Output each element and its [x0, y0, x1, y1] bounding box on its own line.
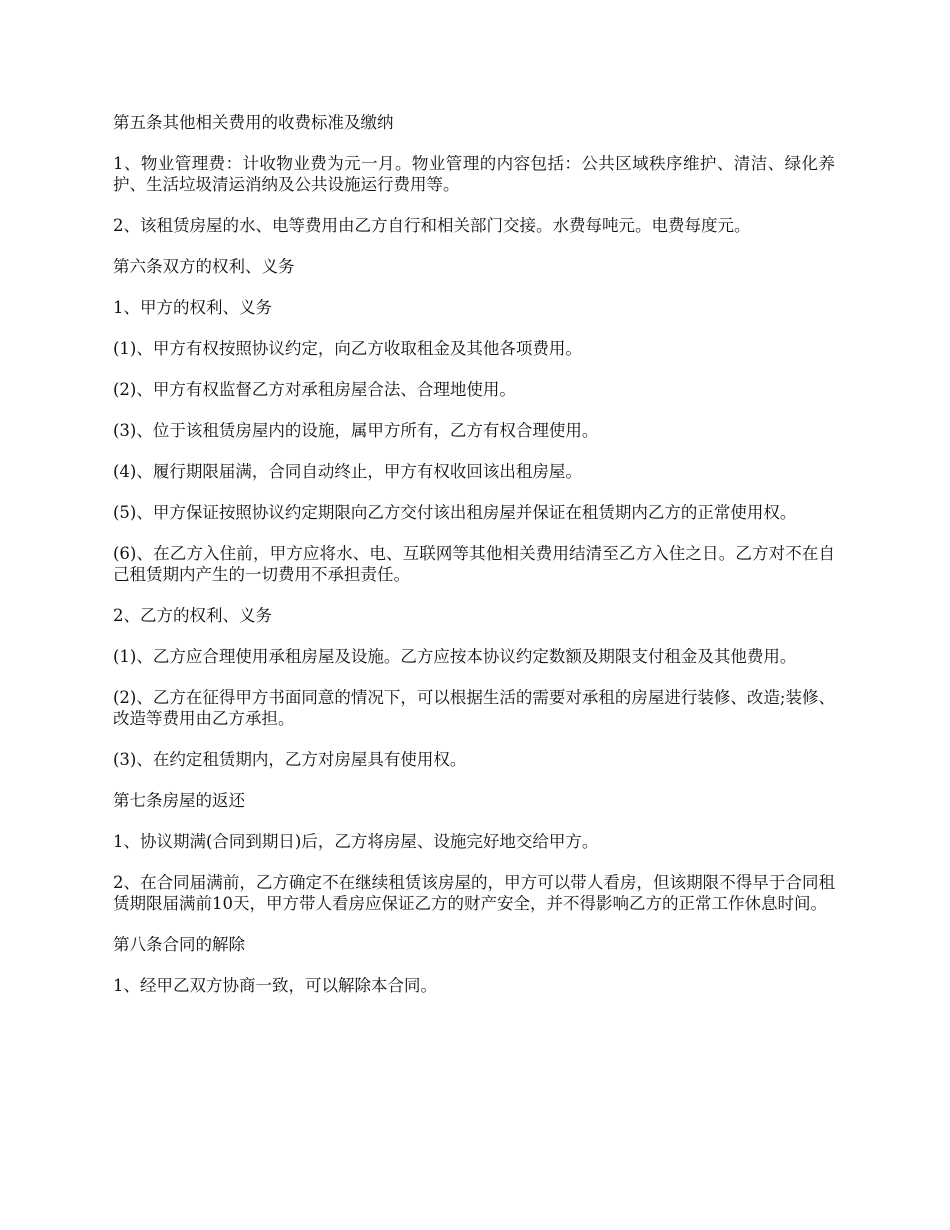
subheading-party-a-rights: 1、甲方的权利、义务: [113, 298, 272, 317]
clause-return-2: 2、在合同届满前，乙方确定不在继续租赁该房屋的，甲方可以带人看房，但该期限不得早于合同租赁期限届满前10天，甲方带人看房应保证乙方的财产安全，并不得影响乙方的正常工作休息时间。: [113, 873, 835, 913]
clause-a-6: (6)、在乙方入住前，甲方应将水、电、互联网等其他相关费用结清至乙方入住之日。乙方对不在自己租赁期内产生的一切费用不承担责任。: [113, 544, 835, 584]
clause-return-1: 1、协议期满(合同到期日)后，乙方将房屋、设施完好地交给甲方。: [113, 832, 599, 851]
clause-a-5: (5)、甲方保证按照协议约定期限向乙方交付该出租房屋并保证在租赁期内乙方的正常使用权。: [113, 503, 797, 522]
clause-a-2: (2)、甲方有权监督乙方对承租房屋合法、合理地使用。: [113, 380, 516, 399]
clause-a-4: (4)、履行期限届满，合同自动终止，甲方有权收回该出租房屋。: [113, 462, 582, 481]
clause-b-2: (2)、乙方在征得甲方书面同意的情况下，可以根据生活的需要对承租的房屋进行装修、改造;装修、改造等费用由乙方承担。: [113, 688, 835, 728]
paragraph-property-fee: 1、物业管理费：计收物业费为元一月。物业管理的内容包括：公共区域秩序维护、清洁、绿化养护、生活垃圾清运消纳及公共设施运行费用等。: [113, 154, 835, 194]
clause-a-3: (3)、位于该租赁房屋内的设施，属甲方所有，乙方有权合理使用。: [113, 421, 599, 440]
section-heading-article-5: 第五条其他相关费用的收费标准及缴纳: [113, 113, 394, 132]
clause-a-1: (1)、甲方有权按照协议约定，向乙方收取租金及其他各项费用。: [113, 339, 582, 358]
paragraph-utility-fee: 2、该租赁房屋的水、电等费用由乙方自行和相关部门交接。水费每吨元。电费每度元。: [113, 216, 751, 235]
document-page: [113, 112, 835, 1016]
section-heading-article-6: 第六条双方的权利、义务: [113, 257, 295, 276]
subheading-party-b-rights: 2、乙方的权利、义务: [113, 606, 272, 625]
clause-termination-1: 1、经甲乙双方协商一致，可以解除本合同。: [113, 976, 437, 995]
section-heading-article-8: 第八条合同的解除: [113, 935, 245, 954]
clause-b-1: (1)、乙方应合理使用承租房屋及设施。乙方应按本协议约定数额及期限支付租金及其他费用。: [113, 647, 797, 666]
section-heading-article-7: 第七条房屋的返还: [113, 791, 245, 810]
clause-b-3: (3)、在约定租赁期内，乙方对房屋具有使用权。: [113, 750, 467, 769]
